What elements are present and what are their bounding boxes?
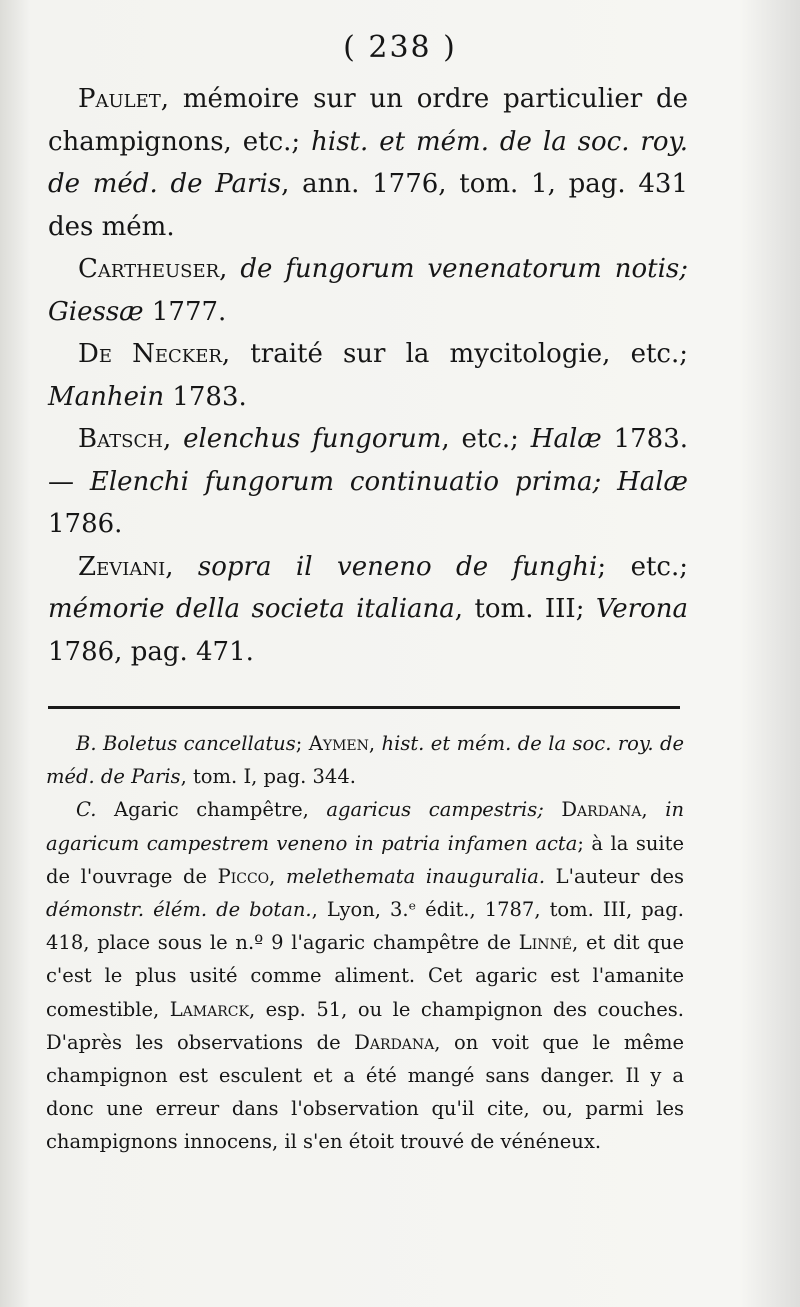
bibliography-entry-batsch [48, 418, 688, 546]
entry-text: 1777. [143, 296, 227, 327]
entry-text: , traité sur la mycitologie, etc.; [221, 339, 688, 369]
entry-text: , etc.; [441, 424, 531, 454]
note-text: , et dit que c'est le plus usité comme aliment. Cet agaric est l'amanite comestible, [46, 931, 684, 1021]
note-text: , [269, 864, 286, 888]
note-text [544, 798, 562, 821]
note-italic: agaricus campestris; [326, 798, 544, 822]
bibliography-list [48, 78, 688, 673]
note-text: , Lyon, 3.ᵉ édit., 1787, tom. III, pag. 418, place sous le n.º 9 l'agaric champêtre de [46, 898, 684, 955]
entry-author: De Necker [78, 339, 222, 369]
footnote-divider [48, 706, 680, 709]
entry-text: , ann. 1776, tom. 1, pag. 431 des mém. [48, 169, 689, 242]
note-author: Dardana [561, 798, 642, 822]
entry-italic-text: de fungorum venenatorum notis; Giessæ [48, 254, 689, 327]
footnote-b [46, 727, 684, 793]
entry-italic-text: hist. et mém. de la soc. roy. de méd. de Paris [48, 126, 689, 199]
page-number: ( 238 ) [343, 30, 457, 65]
bibliography-entry-paulet [48, 78, 688, 248]
entry-author: Zeviani [78, 551, 166, 582]
entry-italic-text: Verona [595, 594, 688, 624]
note-text: Agaric champêtre, [96, 798, 327, 822]
footnotes [46, 727, 684, 1159]
note-species-name: Boletus cancellatus [102, 732, 296, 755]
entry-italic-text: Elenchi fungorum continuatio prima; Halæ [89, 466, 688, 497]
note-author: Linné [518, 931, 572, 955]
note-author: Lamarck [169, 997, 249, 1021]
entry-italic-text: Manhein [48, 381, 165, 412]
entry-text: , [219, 254, 241, 284]
entry-italic-text: elenchus fungorum [183, 424, 442, 454]
entry-text: , [165, 551, 198, 582]
note-author: Picco [217, 864, 270, 888]
note-italic: melethemata inauguralia. [285, 864, 546, 888]
entry-text: 1783. [164, 381, 247, 412]
bibliography-entry-de-necker [48, 333, 688, 418]
note-text: , on voit que le même champignon est esculent et a été mangé sans danger. Il y a donc une erreur dans l'observation qu'il cite, ou, parmi les champignons innocens, il s'en étoit trouvé de vénéneux. [46, 1030, 684, 1154]
bibliography-entry-cartheuser [48, 248, 688, 333]
bibliography-entry-zeviani [48, 546, 688, 674]
note-text: ; [295, 732, 309, 755]
note-letter: B. [76, 732, 97, 755]
entry-text: , mémoire sur un ordre particulier de champignons, etc.; [48, 84, 688, 157]
note-letter: C. [76, 798, 97, 822]
note-text: , tom. I, pag. 344. [180, 765, 356, 789]
entry-text: 1783. — [48, 424, 689, 497]
note-italic: démonstr. élém. de botan. [46, 898, 312, 922]
note-reference: hist. et mém. de la soc. roy. de méd. de Paris [46, 732, 684, 789]
entry-author: Batsch [78, 424, 163, 454]
footnote-c [46, 793, 684, 1158]
note-author: Aymen [308, 732, 369, 755]
entry-italic-text: mémorie della societa italiana [48, 594, 455, 624]
entry-text: ; etc.; [597, 551, 688, 582]
entry-italic-text: sopra il veneno de funghi [197, 551, 598, 582]
note-italic: in agaricum campestrem veneno in patria infamen acta [46, 798, 684, 855]
entry-text: 1786, pag. 471. [48, 636, 254, 667]
note-text: , [641, 798, 666, 822]
note-text: L'auteur des [545, 864, 684, 888]
note-text: , [368, 732, 382, 755]
entry-text: , tom. III; [454, 594, 596, 624]
note-author: Dardana [354, 1030, 435, 1054]
entry-text: 1786. [48, 509, 123, 539]
entry-text: , [162, 424, 184, 454]
entry-italic-text: Halæ [530, 424, 602, 454]
entry-author: Paulet [78, 84, 161, 114]
note-text: ; à la suite de l'ouvrage de [46, 831, 684, 888]
entry-author: Cartheuser [78, 254, 220, 284]
note-text: , esp. 51, ou le champignon des couches. D'après les observations de [46, 997, 684, 1054]
